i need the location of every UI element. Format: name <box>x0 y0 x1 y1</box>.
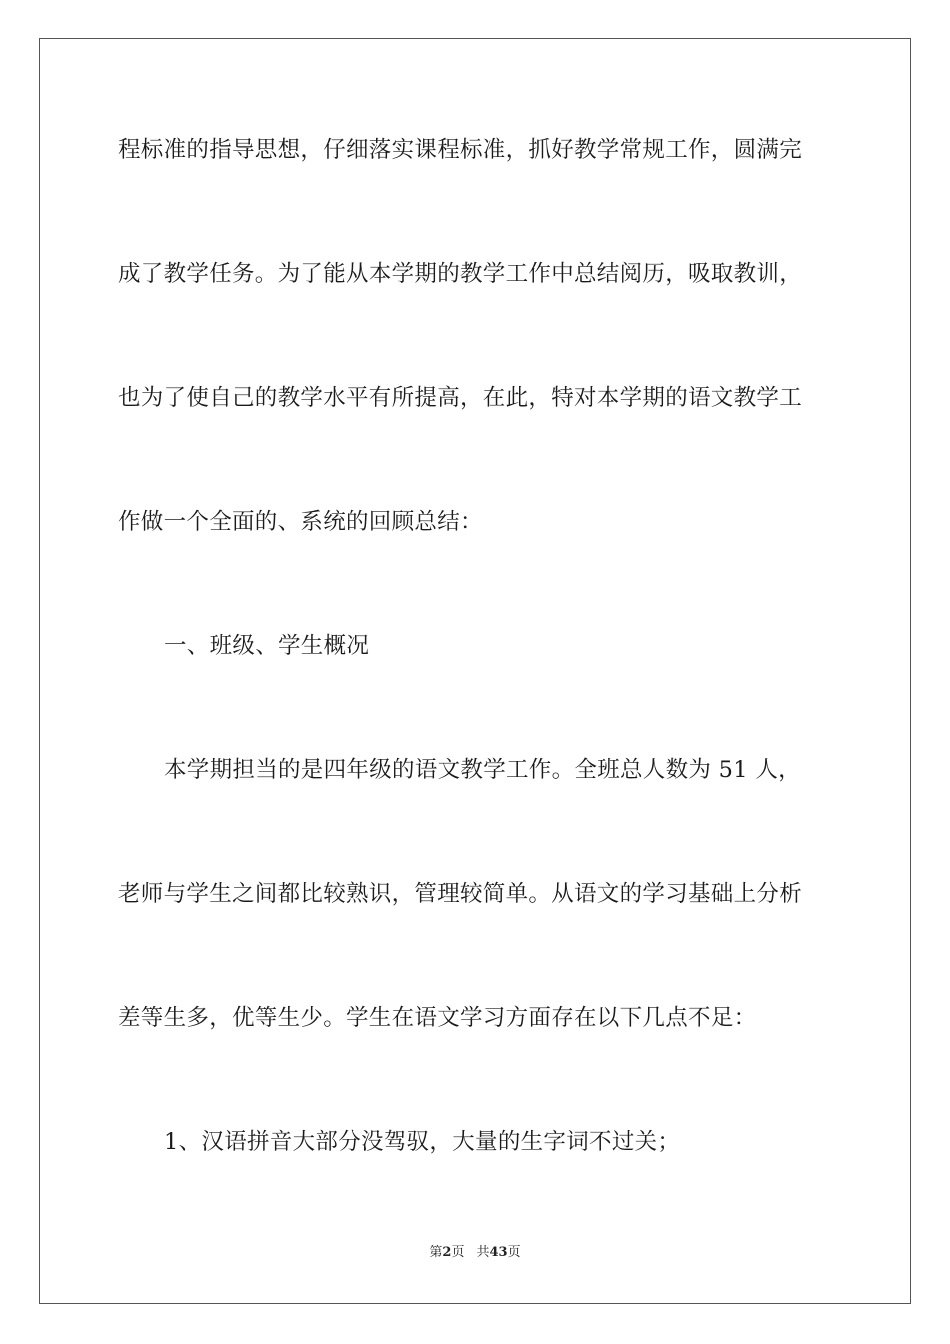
page-number: 2 <box>442 1245 452 1260</box>
section-heading: 一、班级、学生概况 <box>164 633 370 659</box>
paragraph-line-5: 本学期担当的是四年级的语文教学工作。全班总人数为 51 人， <box>164 757 801 783</box>
total-prefix: 共 <box>476 1245 490 1260</box>
page-prefix: 第 <box>429 1245 443 1260</box>
total-pages: 43 <box>489 1245 508 1260</box>
paragraph-line-3: 也为了使自己的教学水平有所提高，在此，特对本学期的语文教学工 <box>118 385 803 411</box>
total-suffix: 页 <box>507 1245 521 1260</box>
page-suffix: 页 <box>451 1245 465 1260</box>
page-footer <box>0 1245 950 1261</box>
paragraph-line-4: 作做一个全面的、系统的回顾总结： <box>118 509 483 535</box>
list-item-1: 1、汉语拼音大部分没驾驭，大量的生字词不过关； <box>164 1129 681 1155</box>
paragraph-line-2: 成了教学任务。为了能从本学期的教学工作中总结阅历，吸取教训， <box>118 261 803 287</box>
page-border <box>39 38 911 1304</box>
paragraph-line-6: 老师与学生之间都比较熟识，管理较简单。从语文的学习基础上分析 <box>118 881 803 907</box>
paragraph-line-1: 程标准的指导思想，仔细落实课程标准，抓好教学常规工作，圆满完 <box>118 137 803 163</box>
paragraph-line-7: 差等生多，优等生少。学生在语文学习方面存在以下几点不足： <box>118 1005 757 1031</box>
